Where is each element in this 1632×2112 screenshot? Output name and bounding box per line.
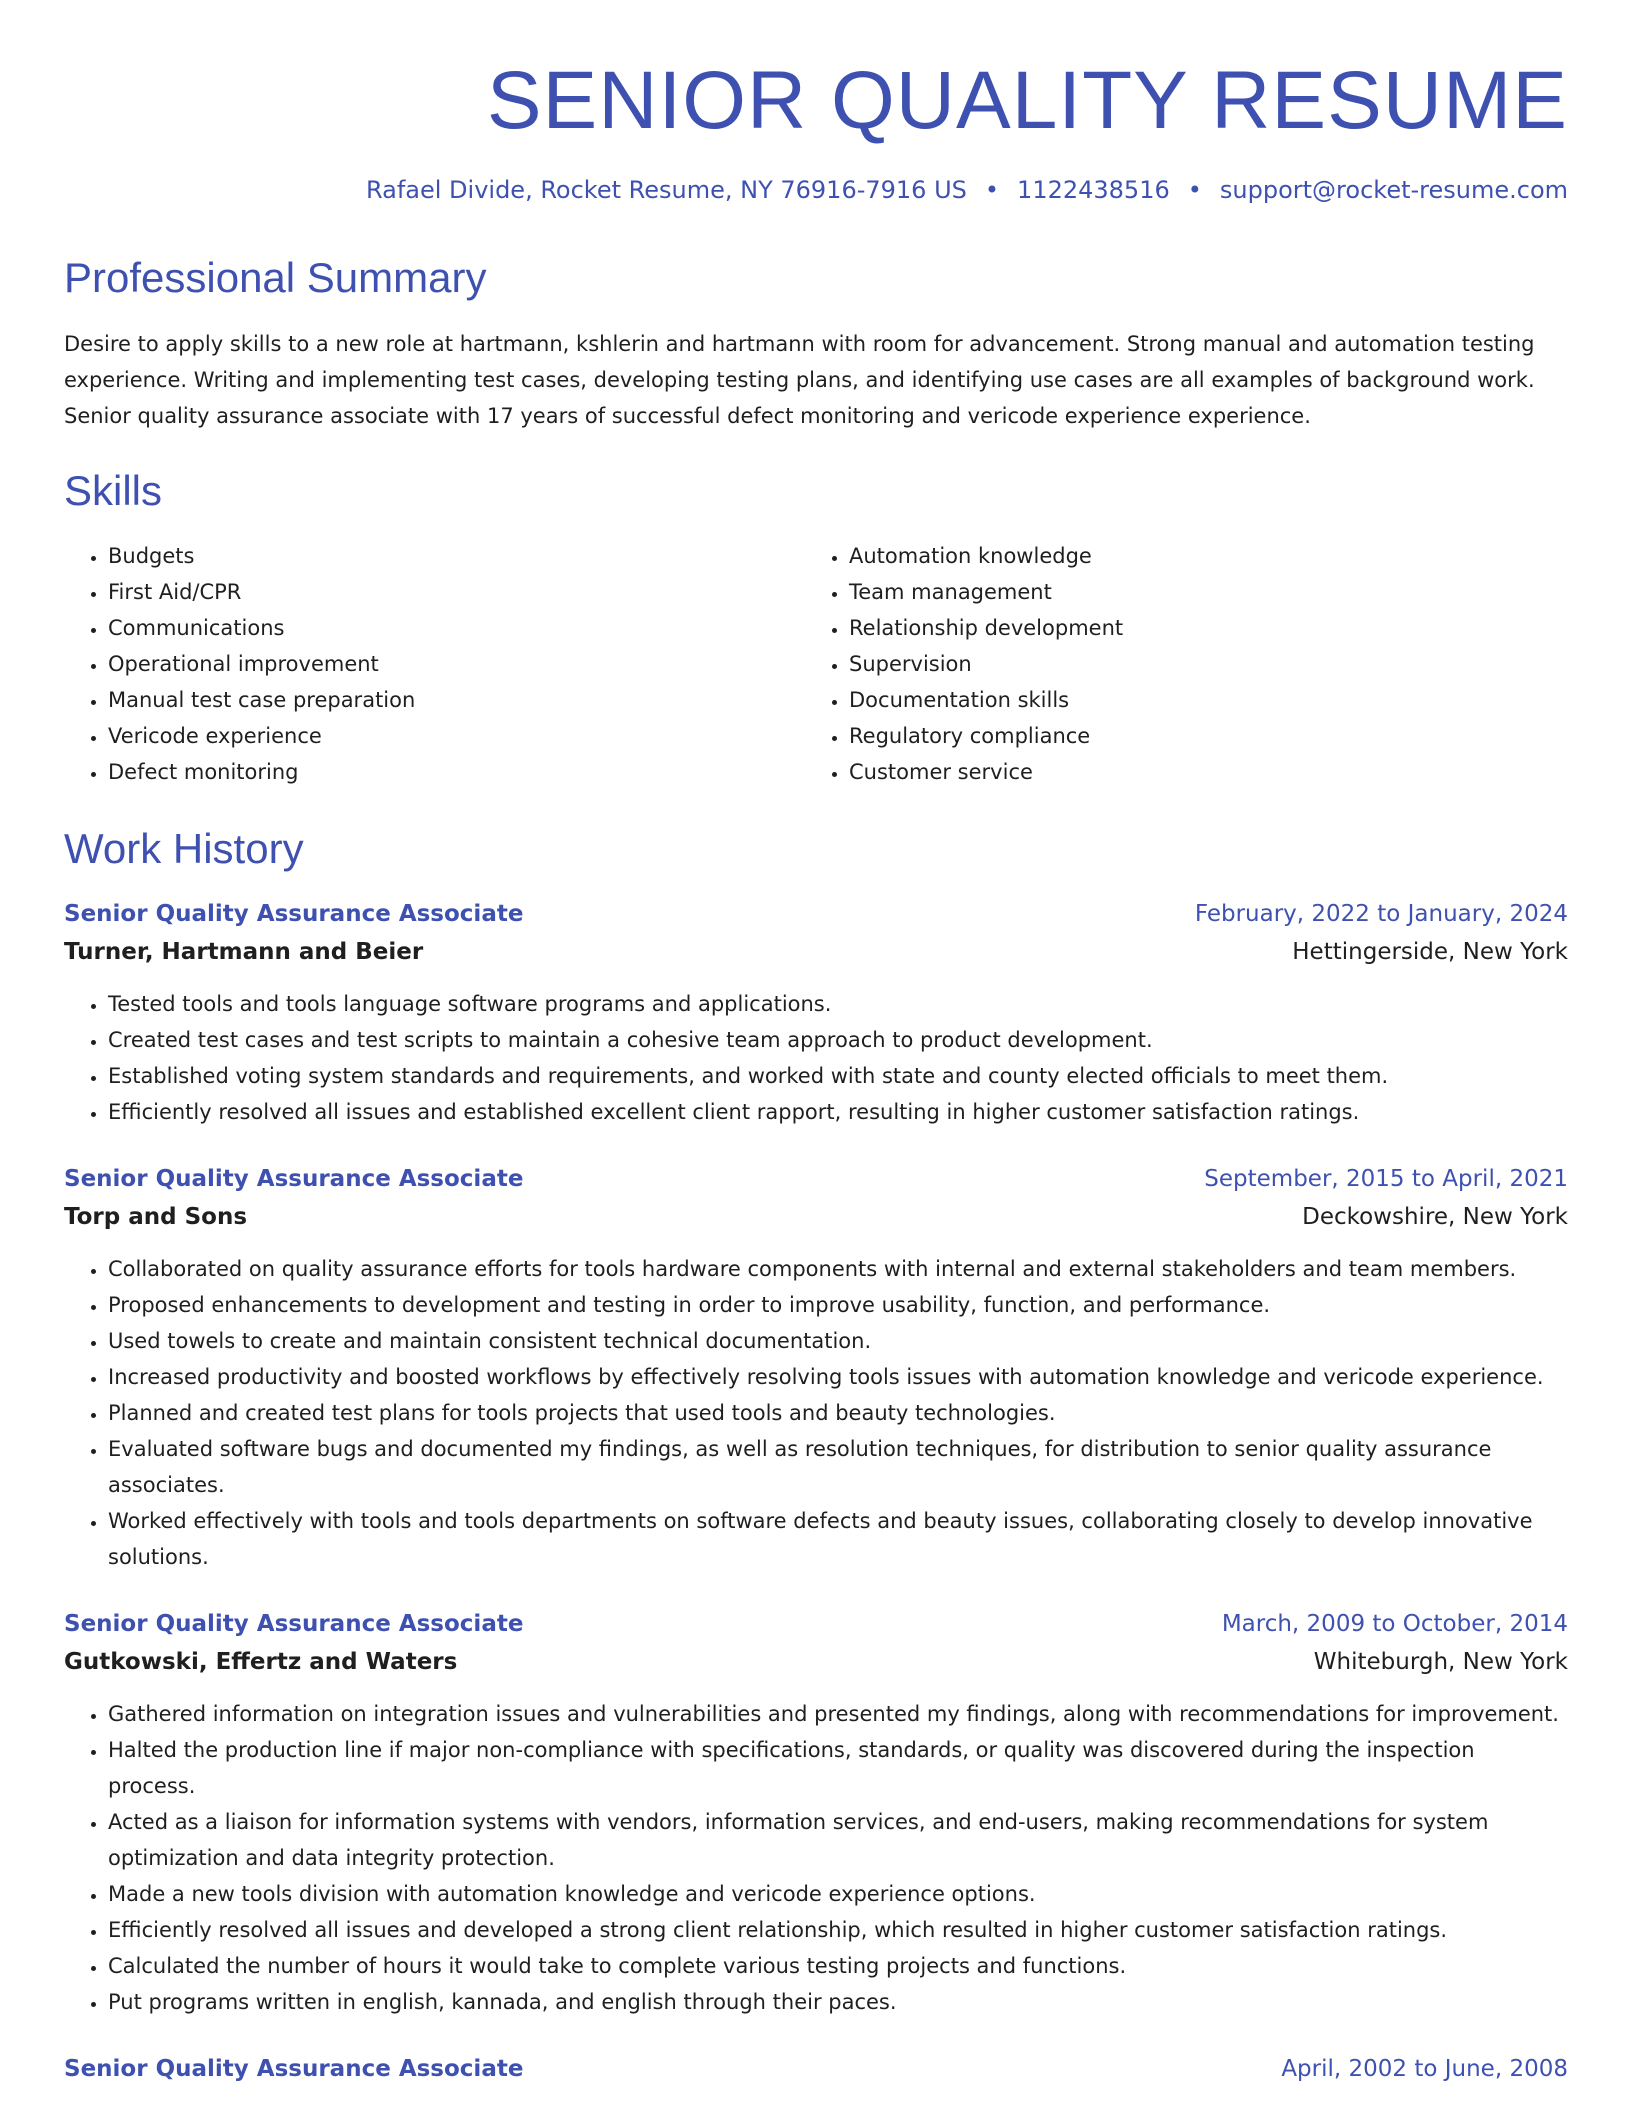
job-role: Senior Quality Assurance Associate xyxy=(64,2056,524,2082)
job-bullet: • Established voting system standards and requirements, and worked with state and county elected officials to meet them. xyxy=(108,1058,1568,1094)
skills-heading: Skills xyxy=(64,467,163,514)
skill-item: • Defect monitoring xyxy=(108,754,805,790)
job-bullet: • Created test cases and test scripts to maintain a cohesive team approach to product development. xyxy=(108,1022,1568,1058)
job-bullet: • Proposed enhancements to development and testing in order to improve usability, function, and performance. xyxy=(108,1287,1568,1323)
skill-item: • Documentation skills xyxy=(849,682,1568,718)
skill-item: • Relationship development xyxy=(849,610,1568,646)
skill-item: • Communications xyxy=(108,610,805,646)
job-bullet: • Planned and created test plans for tools projects that used tools and beauty technologies. xyxy=(108,1395,1568,1431)
job-header xyxy=(64,903,1568,926)
contact-separator: • xyxy=(1187,176,1202,204)
skill-item: • Budgets xyxy=(108,538,805,574)
job-bullet: • Increased productivity and boosted workflows by effectively resolving tools issues with automation knowledge and vericode experience. xyxy=(108,1359,1568,1395)
job-role: Senior Quality Assurance Associate xyxy=(64,1611,524,1637)
job-bullets xyxy=(64,1251,1568,1575)
job-header xyxy=(64,2058,1568,2081)
job-dates: April, 2002 to June, 2008 xyxy=(1281,2056,1568,2082)
job-role: Senior Quality Assurance Associate xyxy=(64,1166,524,1192)
job-role: Senior Quality Assurance Associate xyxy=(64,901,524,927)
job-bullet: • Worked effectively with tools and tools departments on software defects and beauty issues, collaborating closely to develop innovative solutions. xyxy=(108,1503,1568,1575)
job-bullet: • Calculated the number of hours it would take to complete various testing projects and functions. xyxy=(108,1948,1568,1984)
job-bullet: • Put programs written in english, kannada, and english through their paces. xyxy=(108,1984,1568,2020)
job-location: Whiteburgh, New York xyxy=(1313,1649,1568,1675)
job-bullet: • Used towels to create and maintain consistent technical documentation. xyxy=(108,1323,1568,1359)
job-bullets xyxy=(64,1696,1568,2020)
summary-text: Desire to apply skills to a new role at hartmann, kshlerin and hartmann with room for advancement. Strong manual and automation testing experience. Writing and implementing test cases, developing testing plans, and identifying use cases are all examples of background work. Senior quality assurance associate with 17 years of successful defect monitoring and vericode experience experience. xyxy=(64,332,1535,428)
job-location: Hettingerside, New York xyxy=(1292,939,1568,965)
job-subheader xyxy=(64,1651,1568,1674)
contact-email[interactable]: support@rocket-resume.com xyxy=(1219,176,1568,204)
skills-column-right xyxy=(805,538,1568,790)
job-bullet: • Made a new tools division with automation knowledge and vericode experience options. xyxy=(108,1876,1568,1912)
contact-line xyxy=(64,178,1568,202)
job-entry xyxy=(64,1168,1568,1575)
skills-column-left xyxy=(64,538,805,790)
job-bullet: • Halted the production line if major non-compliance with specifications, standards, or quality was discovered during the inspection process. xyxy=(108,1732,1568,1804)
resume-title: SENIOR QUALITY RESUME xyxy=(486,55,1568,146)
job-bullet: • Gathered information on integration issues and vulnerabilities and presented my findings, along with recommendations for improvement. xyxy=(108,1696,1568,1732)
job-bullet: • Tested tools and tools language software programs and applications. xyxy=(108,986,1568,1022)
skill-item: • Regulatory compliance xyxy=(849,718,1568,754)
contact-phone: 1122438516 xyxy=(1017,176,1170,204)
job-bullet: • Efficiently resolved all issues and established excellent client rapport, resulting in higher customer satisfaction ratings. xyxy=(108,1094,1568,1130)
job-bullet: • Evaluated software bugs and documented my findings, as well as resolution techniques, for distribution to senior quality assurance associates. xyxy=(108,1431,1568,1503)
skill-item: • Operational improvement xyxy=(108,646,805,682)
job-subheader xyxy=(64,1206,1568,1229)
work-history-heading: Work History xyxy=(64,825,304,872)
job-dates: September, 2015 to April, 2021 xyxy=(1204,1166,1568,1192)
job-header xyxy=(64,1168,1568,1191)
job-location: Deckowshire, New York xyxy=(1302,1204,1568,1230)
job-company: Torp and Sons xyxy=(64,1204,248,1230)
job-company: Gutkowski, Effertz and Waters xyxy=(64,1649,458,1675)
job-dates: March, 2009 to October, 2014 xyxy=(1221,1611,1568,1637)
skill-item: • Team management xyxy=(849,574,1568,610)
job-bullet: • Efficiently resolved all issues and developed a strong client relationship, which resulted in higher customer satisfaction ratings. xyxy=(108,1912,1568,1948)
skill-item: • Customer service xyxy=(849,754,1568,790)
job-bullets xyxy=(64,986,1568,1130)
contact-separator: • xyxy=(984,176,1000,204)
skill-item: • Automation knowledge xyxy=(849,538,1568,574)
job-subheader xyxy=(64,941,1568,964)
job-bullet: • Acted as a liaison for information systems with vendors, information services, and end-users, making recommendations for system optimization and data integrity protection. xyxy=(108,1804,1568,1876)
job-entry xyxy=(64,1613,1568,2020)
job-dates: February, 2022 to January, 2024 xyxy=(1194,901,1568,927)
skill-item: • First Aid/CPR xyxy=(108,574,805,610)
job-header xyxy=(64,1613,1568,1636)
skill-item: • Vericode experience xyxy=(108,718,805,754)
skills-list xyxy=(64,538,1568,790)
skill-item: • Supervision xyxy=(849,646,1568,682)
skill-item: • Manual test case preparation xyxy=(108,682,805,718)
job-entry xyxy=(64,2058,1568,2081)
contact-address: Rafael Divide, Rocket Resume, NY 76916-7916 US xyxy=(365,176,967,204)
job-company: Turner, Hartmann and Beier xyxy=(64,939,424,965)
summary-heading: Professional Summary xyxy=(64,254,487,301)
job-bullet: • Collaborated on quality assurance efforts for tools hardware components with internal and external stakeholders and team members. xyxy=(108,1251,1568,1287)
job-entry xyxy=(64,903,1568,1130)
